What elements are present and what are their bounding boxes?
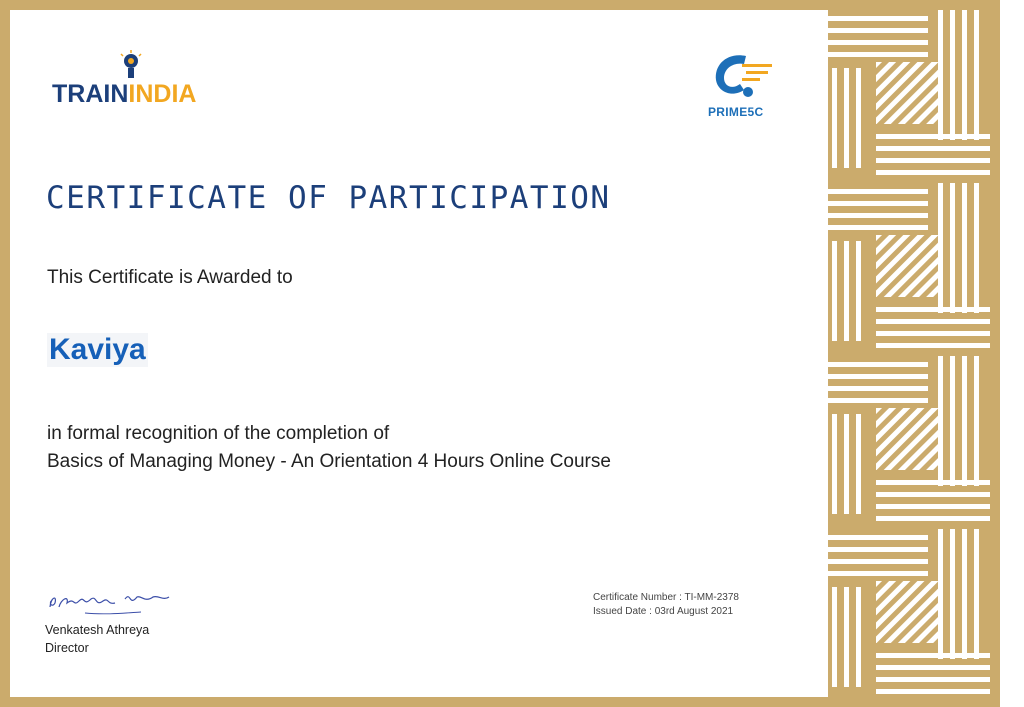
- certificate-meta: [593, 591, 739, 619]
- prime5c-c-logo-icon: [708, 50, 780, 102]
- logo-text-train: TRAIN: [52, 80, 129, 108]
- certificate-title: CERTIFICATE OF PARTICIPATION: [46, 180, 611, 216]
- globe-icon: [743, 87, 753, 97]
- awarded-text: This Certificate is Awarded to: [47, 267, 293, 288]
- recognition-block: [47, 420, 611, 476]
- issued-date: Issued Date : 03rd August 2021: [593, 606, 734, 617]
- traininda-wordmark: [52, 80, 196, 108]
- recognition-text: in formal recognition of the completion of: [47, 423, 390, 444]
- decorative-pattern: [828, 10, 990, 697]
- traininda-logo: [50, 50, 215, 110]
- course-title: Basics of Managing Money - An Orientation 4 Hours Online Course: [47, 451, 611, 472]
- prime5c-wordmark: PRIME5C: [708, 105, 764, 119]
- lightbulb-icon: [118, 50, 144, 82]
- signature-image: [45, 585, 175, 621]
- prime5c-logo: [704, 50, 782, 122]
- certificate-number: Certificate Number : TI-MM-2378: [593, 592, 739, 603]
- signatory-name: Venkatesh Athreya: [45, 623, 150, 637]
- recipient-name: Kaviya: [49, 333, 146, 366]
- signatory-role: Director: [45, 641, 89, 655]
- signatory-block: [45, 621, 149, 657]
- pattern-graphic: [828, 10, 990, 697]
- logo-text-india: INDIA: [128, 80, 197, 108]
